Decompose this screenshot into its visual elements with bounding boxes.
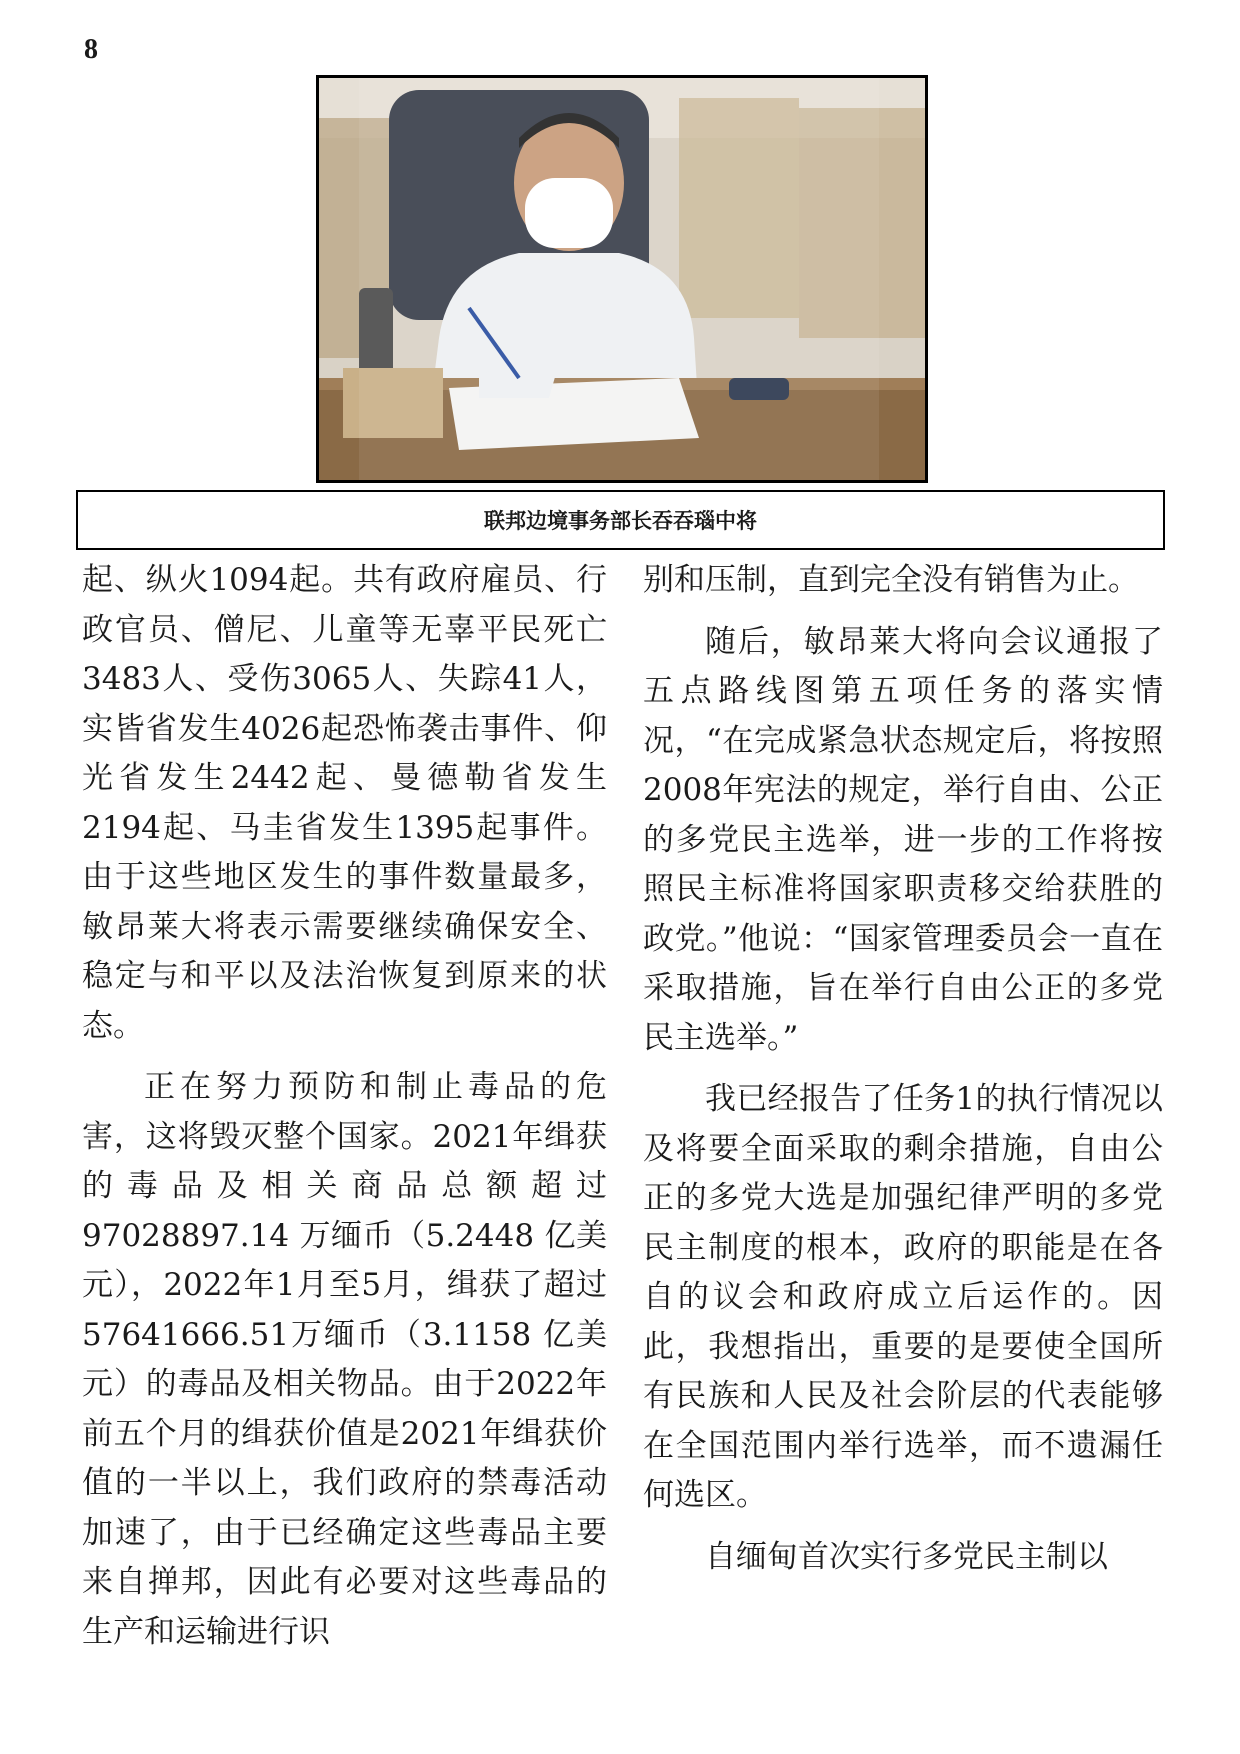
official-portrait-illustration — [319, 78, 925, 480]
figure-caption: 联邦边境事务部长吞吞瑙中将 — [76, 490, 1165, 550]
paragraph: 起、纵火1094起。共有政府雇员、行政官员、僧尼、儿童等无辜平民死亡3483人、受伤3065人、失踪41人，实皆省发生4026起恐怖袭击事件、仰光省发生2442起、曼德勒省发生2194起、马圭省发生1395起事件。由于这些地区发生的事件数量最多，敏昂莱大将表示需要继续确保安全、稳定与和平以及法治恢复到原来的状态。 — [82, 562, 607, 1044]
paragraph: 自缅甸首次实行多党民主制以 — [705, 1538, 1108, 1575]
page-number: 8 — [84, 34, 98, 65]
paragraph: 我已经报告了任务1的执行情况以及将要全面采取的剩余措施，自由公正的多党大选是加强纪律严明的多党民主制度的根本，政府的职能是在各自的议会和政府成立后运作的。因此，我想指出，重要的是要使全国所有民族和人民及社会阶层的代表能够在全国范围内举行选举，而不遗漏任何选区。 — [643, 1081, 1163, 1513]
right-column — [643, 556, 1163, 1582]
photo — [316, 75, 928, 483]
paragraph: 正在努力预防和制止毒品的危害，这将毁灭整个国家。2021年缉获的毒品及相关商品总额超过97028897.14 万缅币（5.2448 亿美元），2022年1月至5月，缉获了超过57641666.51万缅币（3.1158 亿美元）的毒品及相关物品。由于2022年前五个月的缉获价值是2021年缉获价值的一半以上，我们政府的禁毒活动加速了，由于已经确定这些毒品主要来自掸邦，因此有必要对这些毒品的生产和运输进行识 — [82, 1069, 607, 1650]
paragraph: 随后，敏昂莱大将向会议通报了五点路线图第五项任务的落实情况，“在完成紧急状态规定后，将按照2008年宪法的规定，举行自由、公正的多党民主选举，进一步的工作将按照民主标准将国家职责移交给获胜的政党。”他说：“国家管理委员会一直在采取措施，旨在举行自由公正的多党民主选举。” — [643, 623, 1163, 1056]
left-column — [82, 556, 607, 1657]
paragraph: 别和压制，直到完全没有销售为止。 — [643, 562, 1139, 598]
